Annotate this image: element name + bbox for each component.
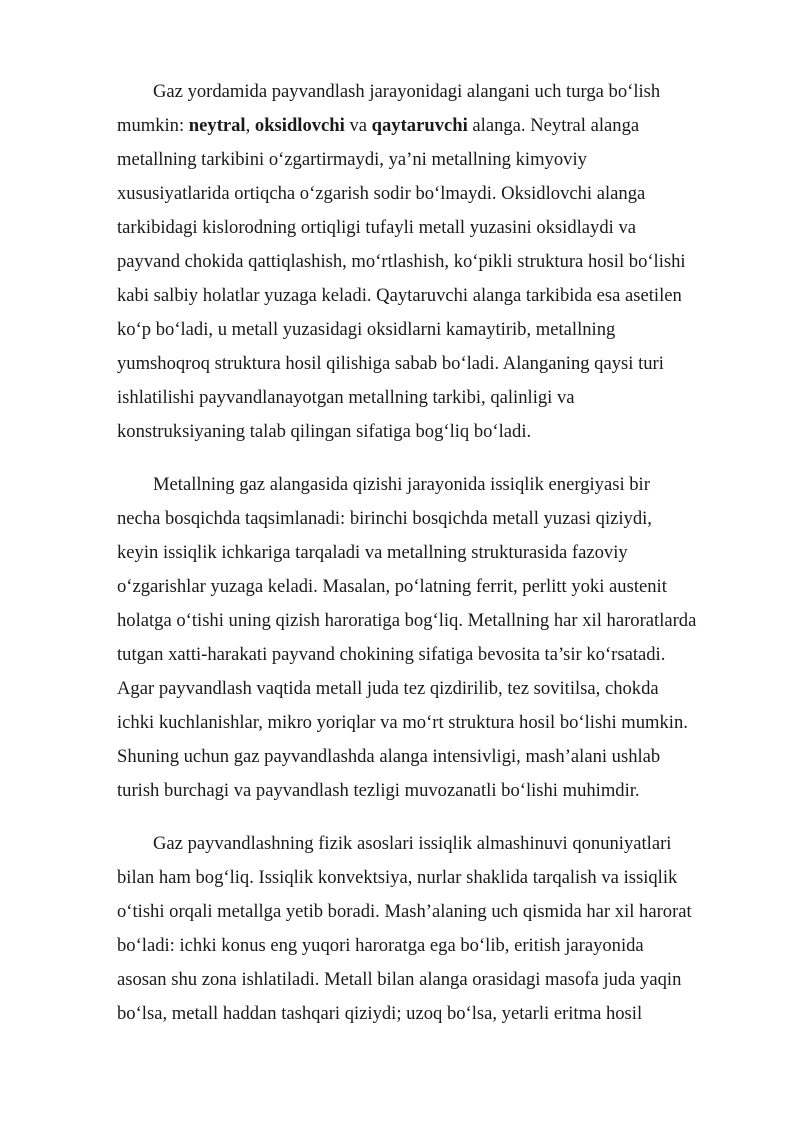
text-run: o‘zgarishlar yuzaga keladi. Masalan, po‘latning ferrit, perlitt yoki austenit: [117, 576, 667, 597]
bold-term: oksidlovchi: [254, 115, 345, 136]
text-line: [117, 468, 741, 502]
paragraph: [117, 468, 741, 808]
text-line: [117, 827, 741, 861]
paragraph: [117, 827, 741, 1031]
text-run: necha bosqichda taqsimlanadi: birinchi bosqichda metall yuzasi qiziydi,: [117, 508, 652, 529]
text-line: [117, 415, 741, 449]
text-run: ko‘p bo‘ladi, u metall yuzasidagi oksidlarni kamaytirib, metallning: [117, 319, 616, 340]
text-run: payvand chokida qattiqlashish, mo‘rtlashish, ko‘pikli struktura hosil bo‘lishi: [117, 251, 686, 272]
text-line: [117, 109, 741, 143]
text-line: [117, 143, 741, 177]
text-line: [117, 502, 741, 536]
text-run: konstruksiyaning talab qilingan sifatiga bog‘liq bo‘ladi.: [117, 421, 532, 442]
text-line: [117, 672, 741, 706]
text-line: [117, 177, 741, 211]
text-line: [117, 604, 741, 638]
text-run: keyin issiqlik ichkariga tarqaladi va metallning strukturasida fazoviy: [117, 542, 628, 563]
text-run: bo‘lsa, metall haddan tashqari qiziydi; uzoq bo‘lsa, yetarli eritma hosil: [117, 1003, 643, 1024]
text-line: [117, 75, 741, 109]
text-line: [117, 313, 741, 347]
text-run: turish burchagi va payvandlash tezligi muvozanatli bo‘lishi muhimdir.: [117, 780, 640, 801]
text-run: bo‘ladi: ichki konus eng yuqori haroratga ega bo‘lib, eritish jarayonida: [117, 935, 644, 956]
bold-term: neytral: [188, 115, 246, 136]
text-run: alanga. Neytral alanga: [467, 115, 640, 136]
text-line: [117, 279, 741, 313]
text-run: tarkibidagi kislorodning ortiqligi tufayli metall yuzasini oksidlaydi va: [117, 217, 636, 238]
text-run: xususiyatlarida ortiqcha o‘zgarish sodir bo‘lmaydi. Oksidlovchi alanga: [117, 183, 646, 204]
text-line: [117, 381, 741, 415]
bold-term: qaytaruvchi: [371, 115, 468, 136]
text-run: Agar payvandlash vaqtida metall juda tez qizdirilib, tez sovitilsa, chokda: [117, 678, 659, 699]
document-body: [117, 75, 741, 1050]
text-run: holatga o‘tishi uning qizish haroratiga bog‘liq. Metallning har xil haroratlarda: [117, 610, 697, 631]
text-run: ishlatilishi payvandlanayotgan metallning tarkibi, qalinligi va: [117, 387, 575, 408]
text-line: [117, 638, 741, 672]
text-run: Shuning uchun gaz payvandlashda alanga intensivligi, mash’alani ushlab: [117, 746, 661, 767]
text-run: metallning tarkibini o‘zgartirmaydi, ya’ni metallning kimyoviy: [117, 149, 587, 170]
text-line: [117, 997, 741, 1031]
text-line: [117, 895, 741, 929]
text-run: o‘tishi orqali metallga yetib boradi. Mash’alaning uch qismida har xil harorat: [117, 901, 692, 922]
text-line: [117, 861, 741, 895]
text-run: asosan shu zona ishlatiladi. Metall bilan alanga orasidagi masofa juda yaqin: [117, 969, 682, 990]
text-run: Gaz payvandlashning fizik asoslari issiqlik almashinuvi qonuniyatlari: [153, 833, 672, 854]
text-line: [117, 570, 741, 604]
text-run: ichki kuchlanishlar, mikro yoriqlar va mo‘rt struktura hosil bo‘lishi mumkin.: [117, 712, 688, 733]
text-line: [117, 706, 741, 740]
text-line: [117, 740, 741, 774]
text-run: va: [344, 115, 372, 136]
text-run: tutgan xatti-harakati payvand chokining sifatiga bevosita ta’sir ko‘rsatadi.: [117, 644, 666, 665]
text-run: Gaz yordamida payvandlash jarayonidagi alangani uch turga bo‘lish: [153, 81, 661, 102]
paragraph: [117, 75, 741, 449]
text-line: [117, 245, 741, 279]
text-run: kabi salbiy holatlar yuzaga keladi. Qaytaruvchi alanga tarkibida esa asetilen: [117, 285, 682, 306]
text-run: ,: [245, 115, 255, 136]
text-line: [117, 347, 741, 381]
text-line: [117, 963, 741, 997]
text-line: [117, 211, 741, 245]
text-line: [117, 929, 741, 963]
text-line: [117, 774, 741, 808]
text-run: mumkin:: [117, 115, 189, 136]
text-run: Metallning gaz alangasida qizishi jarayonida issiqlik energiyasi bir: [153, 474, 650, 495]
text-run: yumshoqroq struktura hosil qilishiga sabab bo‘ladi. Alanganing qaysi turi: [117, 353, 664, 374]
text-line: [117, 536, 741, 570]
text-run: bilan ham bog‘liq. Issiqlik konvektsiya, nurlar shaklida tarqalish va issiqlik: [117, 867, 678, 888]
